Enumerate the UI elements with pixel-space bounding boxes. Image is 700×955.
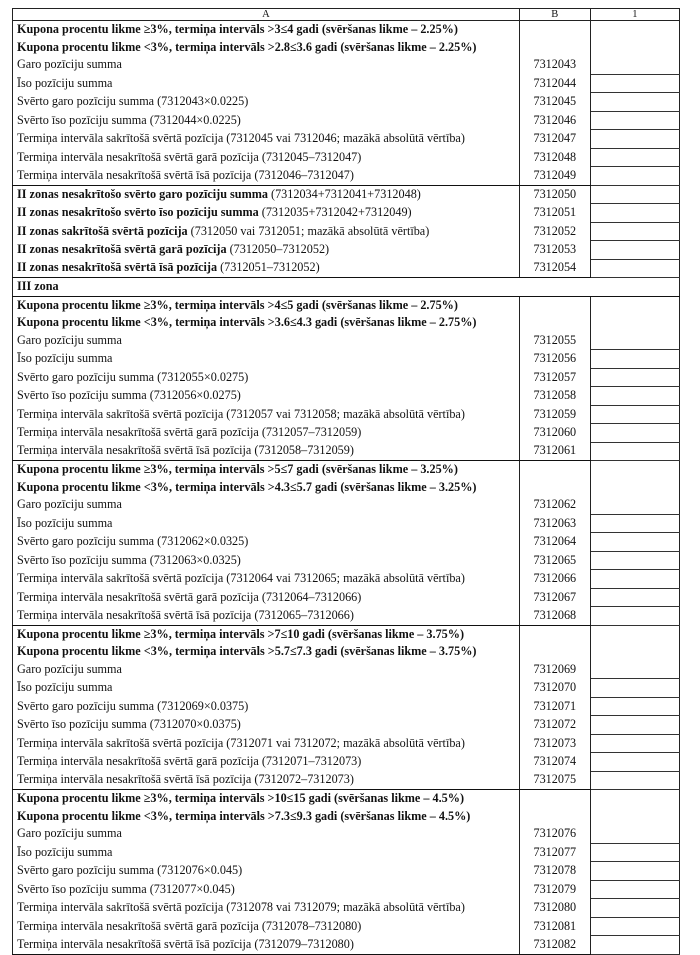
table-row (13, 936, 680, 955)
row-description-text: Svērto garo pozīciju summa (7312043×0.0225) (17, 94, 249, 108)
value-input-cell[interactable] (590, 185, 679, 204)
report-table (12, 8, 680, 955)
row-description-text: Svērto īso pozīciju summa (7312044×0.0225) (17, 112, 241, 127)
row-description-text: Termiņa intervāla nesakrītošā svērtā īsā pozīcija (7312065–7312066) (17, 607, 354, 622)
row-description (13, 936, 520, 955)
row-description (13, 899, 520, 918)
row-code: 7312072 (519, 716, 590, 735)
row-description (13, 825, 520, 843)
table-row (13, 533, 680, 552)
value-input-cell[interactable] (590, 424, 679, 443)
row-code (519, 314, 590, 332)
value-input-cell[interactable] (590, 368, 679, 387)
row-code: 7312065 (519, 551, 590, 570)
table-row (13, 808, 680, 826)
empty-cell (590, 643, 679, 661)
value-input-cell[interactable] (590, 130, 679, 149)
table-row (13, 405, 680, 424)
table-row (13, 461, 680, 479)
row-code: 7312061 (519, 442, 590, 461)
row-code: 7312052 (519, 222, 590, 241)
table-row (13, 74, 680, 93)
value-input-cell[interactable] (590, 862, 679, 881)
row-description (13, 148, 520, 167)
row-description (13, 111, 520, 130)
value-input-cell[interactable] (590, 93, 679, 112)
value-input-cell[interactable] (590, 607, 679, 626)
row-code: 7312067 (519, 588, 590, 607)
table-row (13, 734, 680, 753)
zone-heading-row (13, 278, 680, 297)
value-input-cell[interactable] (590, 880, 679, 899)
table-row (13, 716, 680, 735)
empty-cell (590, 39, 679, 57)
table-row (13, 350, 680, 369)
table-row (13, 21, 680, 39)
row-description-text: (7312034+7312041+7312048) (267, 186, 421, 201)
row-code: 7312080 (519, 899, 590, 918)
row-code: 7312043 (519, 56, 590, 74)
empty-cell (590, 479, 679, 497)
row-description-bold: II zonas nesakrītošo svērto īso pozīciju summa (17, 205, 259, 219)
row-description (13, 588, 520, 607)
table-row (13, 771, 680, 790)
row-description-bold: Kupona procentu likme <3%, termiņa intervāls >3.6≤4.3 gadi (svēršanas likme – 2.75%) (17, 315, 477, 329)
row-description (13, 167, 520, 186)
row-code: 7312062 (519, 496, 590, 514)
row-code: 7312082 (519, 936, 590, 955)
row-code: 7312050 (519, 185, 590, 204)
value-input-cell[interactable] (590, 387, 679, 406)
value-input-cell[interactable] (590, 936, 679, 955)
row-description-text: Garo pozīciju summa (17, 57, 122, 72)
table-row (13, 479, 680, 497)
table-row (13, 588, 680, 607)
row-description (13, 570, 520, 589)
row-description-text: Garo pozīciju summa (17, 661, 122, 676)
empty-cell (590, 461, 679, 479)
row-description-bold: II zonas sakrītošā svērtā pozīcija (17, 223, 188, 238)
row-description (13, 185, 520, 204)
value-input-cell[interactable] (590, 753, 679, 772)
row-description-text: Termiņa intervāla sakrītošā svērtā pozīcija (7312045 vai 7312046; mazākā absolūtā vērtība) (17, 131, 465, 145)
row-description-text: Īso pozīciju summa (17, 515, 113, 530)
row-code: 7312068 (519, 607, 590, 626)
table-row (13, 625, 680, 643)
row-description (13, 130, 520, 149)
value-input-cell[interactable] (590, 496, 679, 514)
table-row (13, 93, 680, 112)
value-input-cell[interactable] (590, 588, 679, 607)
row-code: 7312074 (519, 753, 590, 772)
value-input-cell[interactable] (590, 661, 679, 679)
row-description (13, 56, 520, 74)
row-description (13, 314, 520, 332)
row-description (13, 93, 520, 112)
row-description (13, 496, 520, 514)
value-input-cell[interactable] (590, 167, 679, 186)
empty-cell (590, 808, 679, 826)
table-row (13, 204, 680, 223)
row-code (519, 790, 590, 808)
table-row (13, 753, 680, 772)
row-description-text: Svērto īso pozīciju summa (7312070×0.0375) (17, 717, 241, 731)
row-description-text: Termiņa intervāla sakrītošā svērtā pozīcija (7312064 vai 7312065; mazākā absolūtā vērtība) (17, 571, 465, 585)
row-code: 7312060 (519, 424, 590, 443)
row-description-bold: Kupona procentu likme ≥3%, termiņa intervāls >4≤5 gadi (svēršanas likme – 2.75%) (17, 297, 458, 312)
zone-heading: III zona (13, 278, 680, 297)
value-input-cell[interactable] (590, 56, 679, 74)
row-code (519, 643, 590, 661)
column-header-a: A (13, 9, 520, 21)
table-row (13, 39, 680, 57)
row-description (13, 862, 520, 881)
row-description (13, 843, 520, 862)
row-description-text: Termiņa intervāla sakrītošā svērtā pozīcija (7312078 vai 7312079; mazākā absolūtā vērtība) (17, 900, 465, 914)
row-description-text: Termiņa intervāla nesakrītošā svērtā garā pozīcija (7312071–7312073) (17, 754, 362, 768)
row-description (13, 74, 520, 93)
row-description (13, 661, 520, 679)
value-input-cell[interactable] (590, 570, 679, 589)
table-body (13, 21, 680, 955)
row-description-text: Termiņa intervāla nesakrītošā svērtā garā pozīcija (7312078–7312080) (17, 918, 362, 933)
table-row (13, 111, 680, 130)
value-input-cell[interactable] (590, 514, 679, 533)
row-description-bold: Kupona procentu likme ≥3%, termiņa intervāls >3≤4 gadi (svēršanas likme – 2.25%) (17, 22, 458, 36)
value-input-cell[interactable] (590, 716, 679, 735)
row-code: 7312059 (519, 405, 590, 424)
row-description-bold: Kupona procentu likme ≥3%, termiņa intervāls >10≤15 gadi (svēršanas likme – 4.5%) (17, 791, 464, 805)
row-description-bold: II zonas nesakrītošo svērto garo pozīciju summa (17, 186, 268, 201)
table-row (13, 314, 680, 332)
row-description-bold: Kupona procentu likme <3%, termiņa intervāls >2.8≤3.6 gadi (svēršanas likme – 2.25%) (17, 39, 477, 54)
row-code: 7312066 (519, 570, 590, 589)
row-description (13, 625, 520, 643)
table-row (13, 551, 680, 570)
table-row (13, 442, 680, 461)
row-description-text: Svērto garo pozīciju summa (7312069×0.0375) (17, 698, 249, 713)
row-code (519, 39, 590, 57)
empty-cell (590, 21, 679, 39)
table-row (13, 56, 680, 74)
value-input-cell[interactable] (590, 697, 679, 716)
row-description-text: Garo pozīciju summa (17, 332, 122, 347)
row-code: 7312058 (519, 387, 590, 406)
value-input-cell[interactable] (590, 771, 679, 790)
row-description (13, 771, 520, 790)
row-code: 7312044 (519, 74, 590, 93)
row-description (13, 679, 520, 698)
table-row (13, 643, 680, 661)
row-description-bold: II zonas nesakrītošā svērtā īsā pozīcija (17, 260, 218, 275)
row-description (13, 424, 520, 443)
row-code: 7312047 (519, 130, 590, 149)
value-input-cell[interactable] (590, 442, 679, 461)
table-row (13, 130, 680, 149)
row-description (13, 808, 520, 826)
value-input-cell[interactable] (590, 533, 679, 552)
row-code: 7312049 (519, 167, 590, 186)
row-description (13, 734, 520, 753)
table-row (13, 514, 680, 533)
row-description (13, 697, 520, 716)
table-row (13, 880, 680, 899)
header-row (13, 9, 680, 21)
row-code: 7312057 (519, 368, 590, 387)
row-code (519, 296, 590, 314)
value-input-cell[interactable] (590, 222, 679, 241)
table-row (13, 607, 680, 626)
row-description-text: Īso pozīciju summa (17, 351, 113, 365)
value-input-cell[interactable] (590, 111, 679, 130)
row-description (13, 514, 520, 533)
row-description (13, 753, 520, 772)
table-row (13, 790, 680, 808)
empty-cell (590, 314, 679, 332)
row-description-text: Svērto īso pozīciju summa (7312077×0.045) (17, 881, 235, 896)
table-row (13, 296, 680, 314)
table-row (13, 259, 680, 278)
row-description-text: Termiņa intervāla nesakrītošā svērtā īsā pozīcija (7312072–7312073) (17, 772, 354, 787)
table-row (13, 899, 680, 918)
row-description-text: Termiņa intervāla nesakrītošā svērtā īsā pozīcija (7312079–7312080) (17, 936, 354, 951)
row-description (13, 204, 520, 223)
empty-cell (590, 625, 679, 643)
row-code: 7312055 (519, 332, 590, 350)
value-input-cell[interactable] (590, 350, 679, 369)
row-description-text: Svērto garo pozīciju summa (7312076×0.045) (17, 863, 243, 877)
row-code: 7312078 (519, 862, 590, 881)
value-input-cell[interactable] (590, 917, 679, 936)
row-description-bold: Kupona procentu likme <3%, termiņa intervāls >5.7≤7.3 gadi (svēršanas likme – 3.75%) (17, 644, 477, 658)
row-description-bold: Kupona procentu likme <3%, termiņa intervāls >7.3≤9.3 gadi (svēršanas likme – 4.5%) (17, 808, 471, 823)
row-description-text: Termiņa intervāla nesakrītošā svērtā īsā pozīcija (7312058–7312059) (17, 443, 354, 458)
row-code: 7312053 (519, 241, 590, 260)
value-input-cell[interactable] (590, 241, 679, 260)
value-input-cell[interactable] (590, 74, 679, 93)
value-input-cell[interactable] (590, 204, 679, 223)
row-description-text: Svērto garo pozīciju summa (7312062×0.0325) (17, 534, 249, 548)
row-description-text: Garo pozīciju summa (17, 826, 122, 841)
row-description-text: Termiņa intervāla nesakrītošā svērtā īsā pozīcija (7312046–7312047) (17, 167, 354, 182)
table-row (13, 697, 680, 716)
value-input-cell[interactable] (590, 259, 679, 278)
row-code: 7312046 (519, 111, 590, 130)
table-row (13, 387, 680, 406)
row-code (519, 461, 590, 479)
value-input-cell[interactable] (590, 734, 679, 753)
row-description (13, 461, 520, 479)
row-description-text: Termiņa intervāla nesakrītošā svērtā garā pozīcija (7312045–7312047) (17, 149, 362, 164)
row-code: 7312075 (519, 771, 590, 790)
row-description (13, 643, 520, 661)
row-description (13, 917, 520, 936)
row-description (13, 241, 520, 260)
row-description (13, 350, 520, 369)
row-code: 7312045 (519, 93, 590, 112)
row-description (13, 442, 520, 461)
value-input-cell[interactable] (590, 551, 679, 570)
row-code (519, 625, 590, 643)
table-row (13, 167, 680, 186)
row-code (519, 479, 590, 497)
row-description (13, 607, 520, 626)
row-code: 7312077 (519, 843, 590, 862)
row-description (13, 368, 520, 387)
value-input-cell[interactable] (590, 843, 679, 862)
row-code: 7312071 (519, 697, 590, 716)
row-description-bold: Kupona procentu likme <3%, termiņa intervāls >4.3≤5.7 gadi (svēršanas likme – 3.25%) (17, 479, 477, 494)
value-input-cell[interactable] (590, 332, 679, 350)
row-code (519, 21, 590, 39)
table-row (13, 570, 680, 589)
row-code: 7312056 (519, 350, 590, 369)
table-row (13, 185, 680, 204)
row-code: 7312054 (519, 259, 590, 278)
row-description-text: (7312035+7312042+7312049) (258, 205, 412, 219)
value-input-cell[interactable] (590, 405, 679, 424)
table-row (13, 368, 680, 387)
column-header-1: 1 (590, 9, 679, 21)
row-description-text: (7312050 vai 7312051; mazākā absolūtā vērtība) (187, 223, 430, 238)
empty-cell (590, 790, 679, 808)
row-description (13, 296, 520, 314)
row-description (13, 551, 520, 570)
table-row (13, 917, 680, 936)
row-description (13, 880, 520, 899)
row-description (13, 405, 520, 424)
row-description-text: Termiņa intervāla nesakrītošā svērtā garā pozīcija (7312057–7312059) (17, 425, 362, 439)
row-description-text: Termiņa intervāla sakrītošā svērtā pozīcija (7312057 vai 7312058; mazākā absolūtā vērtība) (17, 406, 465, 421)
row-description (13, 39, 520, 57)
value-input-cell[interactable] (590, 148, 679, 167)
row-description (13, 21, 520, 39)
row-description-text: Īso pozīciju summa (17, 844, 113, 859)
row-code: 7312069 (519, 661, 590, 679)
row-description (13, 533, 520, 552)
row-description-text: Svērto īso pozīciju summa (7312063×0.0325) (17, 552, 241, 567)
table-row (13, 148, 680, 167)
row-description-text: Svērto īso pozīciju summa (7312056×0.0275) (17, 388, 241, 402)
table-row (13, 679, 680, 698)
row-code: 7312076 (519, 825, 590, 843)
row-description-bold: Kupona procentu likme ≥3%, termiņa intervāls >7≤10 gadi (svēršanas likme – 3.75%) (17, 626, 464, 641)
row-code: 7312048 (519, 148, 590, 167)
table-row (13, 825, 680, 843)
row-description-bold: Kupona procentu likme ≥3%, termiņa intervāls >5≤7 gadi (svēršanas likme – 3.25%) (17, 462, 458, 476)
row-description (13, 479, 520, 497)
row-code (519, 808, 590, 826)
row-description (13, 387, 520, 406)
row-code: 7312073 (519, 734, 590, 753)
value-input-cell[interactable] (590, 899, 679, 918)
row-description-text: Termiņa intervāla sakrītošā svērtā pozīcija (7312071 vai 7312072; mazākā absolūtā vērtība) (17, 735, 465, 750)
row-description-text: Termiņa intervāla nesakrītošā svērtā garā pozīcija (7312064–7312066) (17, 589, 362, 604)
row-code: 7312070 (519, 679, 590, 698)
row-description (13, 332, 520, 350)
row-code: 7312081 (519, 917, 590, 936)
row-description (13, 259, 520, 278)
row-description-text: Svērto garo pozīciju summa (7312055×0.0275) (17, 369, 249, 384)
column-header-b: B (519, 9, 590, 21)
table-row (13, 241, 680, 260)
table-row (13, 424, 680, 443)
value-input-cell[interactable] (590, 679, 679, 698)
row-description-text: Īso pozīciju summa (17, 680, 113, 694)
row-description (13, 790, 520, 808)
table-row (13, 222, 680, 241)
row-description-bold: II zonas nesakrītošā svērtā garā pozīcija (17, 242, 227, 256)
empty-cell (590, 296, 679, 314)
row-description-text: (7312050–7312052) (226, 242, 330, 256)
table-row (13, 843, 680, 862)
row-description (13, 716, 520, 735)
table-row (13, 862, 680, 881)
row-description (13, 222, 520, 241)
table-row (13, 661, 680, 679)
row-description-text: (7312051–7312052) (217, 260, 320, 275)
row-code: 7312079 (519, 880, 590, 899)
row-code: 7312064 (519, 533, 590, 552)
row-description-text: Īso pozīciju summa (17, 75, 113, 90)
row-description-text: Garo pozīciju summa (17, 497, 122, 512)
table-row (13, 332, 680, 350)
row-code: 7312051 (519, 204, 590, 223)
value-input-cell[interactable] (590, 825, 679, 843)
row-code: 7312063 (519, 514, 590, 533)
table-row (13, 496, 680, 514)
